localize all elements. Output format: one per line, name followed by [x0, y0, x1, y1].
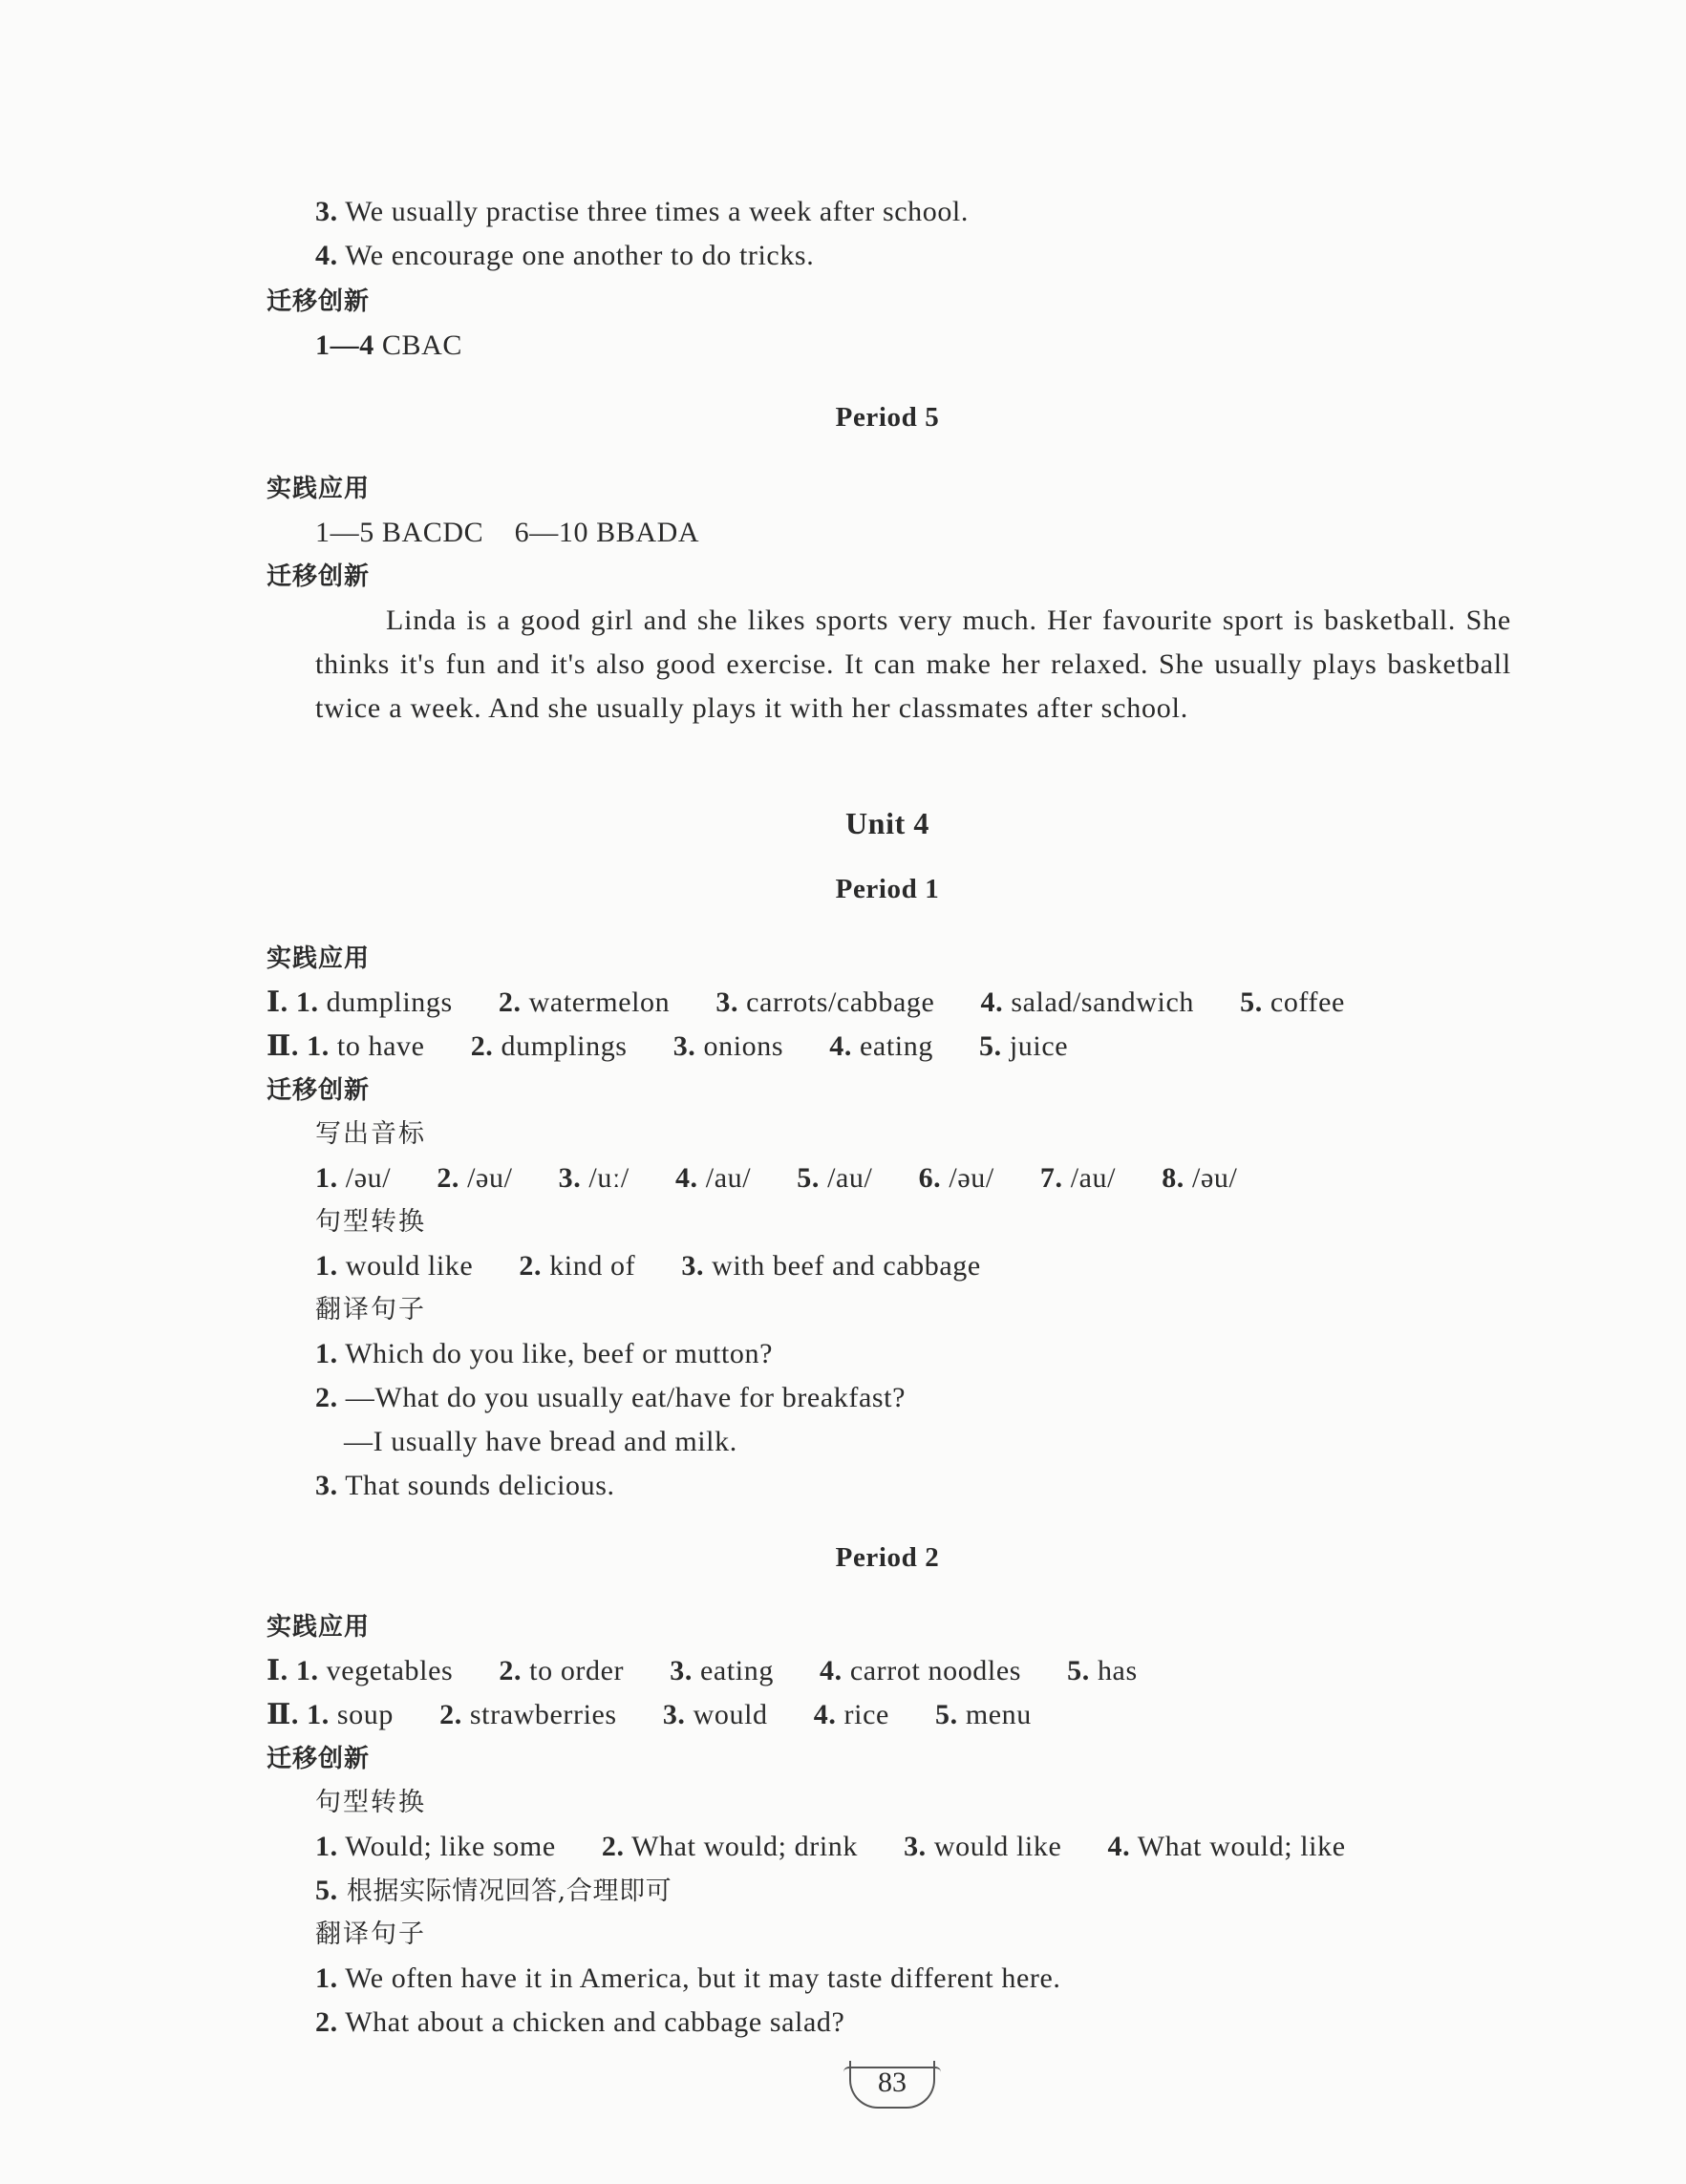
section-label: 迁移创新: [267, 562, 371, 591]
subsection-label: 翻译句子: [315, 1295, 426, 1325]
period-heading: Period 5: [835, 402, 940, 433]
page-number: 83: [849, 2061, 935, 2109]
period-heading: Period 1: [835, 874, 940, 904]
unit-heading: Unit 4: [844, 806, 930, 840]
subsection-label: 句型转换: [315, 1788, 426, 1817]
answer-line: 4. We encourage one another to do tricks.: [315, 240, 815, 271]
answer-row: Ⅰ. 1. dumplings 2. watermelon 3. carrots/cabbage 4. salad/sandwich 5. coffee: [267, 986, 1345, 1018]
section-label: 实践应用: [267, 475, 371, 503]
subsection-label: 句型转换: [315, 1207, 426, 1237]
answer-row: Ⅱ. 1. soup 2. strawberries 3. would 4. rice 5. menu: [267, 1699, 1032, 1730]
subsection-label: 写出音标: [315, 1119, 426, 1149]
answer-line: 1. Which do you like, beef or mutton?: [315, 1338, 774, 1369]
answer-row: Ⅰ. 1. vegetables 2. to order 3. eating 4. carrot noodles 5. has: [267, 1655, 1138, 1686]
answer-line: 3. That sounds delicious.: [315, 1470, 615, 1501]
section-label: 实践应用: [267, 944, 371, 973]
essay-paragraph: Linda is a good girl and she likes sports very much. Her favourite sport is basketball. She thinks it's fun and it's also good exercise. It can make her relaxed. She usually plays basketball twice a week. And she usually plays it with her classmates after school.: [315, 604, 1511, 724]
answer-line: —I usually have bread and milk.: [344, 1426, 737, 1457]
section-label: 迁移创新: [267, 1745, 371, 1773]
answer-line: 2. What about a chicken and cabbage salad?: [315, 2006, 845, 2038]
answer-row: Ⅱ. 1. to have 2. dumplings 3. onions 4. eating 5. juice: [267, 1030, 1069, 1062]
period-heading: Period 2: [835, 1542, 940, 1573]
section-label: 迁移创新: [267, 287, 371, 316]
answer-line: 5. 根据实际情况回答,合理即可: [315, 1875, 672, 1906]
answer-row: 1. would like 2. kind of 3. with beef and cabbage: [315, 1250, 981, 1282]
phonetic-row: 1. /əu/ 2. /əu/ 3. /uː/ 4. /au/ 5. /au/ 6. /əu/ 7. /au/ 8. /əu/: [315, 1162, 1238, 1194]
answer-row: 1. Would; like some 2. What would; drink 3. would like 4. What would; like: [315, 1831, 1346, 1862]
answer-line: 1. We often have it in America, but it may taste different here.: [315, 1962, 1061, 1994]
answer-line: 1—5 BACDC 6—10 BBADA: [315, 517, 700, 548]
answer-line: 3. We usually practise three times a week after school.: [315, 196, 969, 227]
section-label: 迁移创新: [267, 1076, 371, 1105]
section-label: 实践应用: [267, 1613, 371, 1642]
answer-line: 2. —What do you usually eat/have for breakfast?: [315, 1382, 906, 1413]
subsection-label: 翻译句子: [315, 1919, 426, 1949]
answer-line: 1—4 CBAC: [315, 329, 463, 361]
